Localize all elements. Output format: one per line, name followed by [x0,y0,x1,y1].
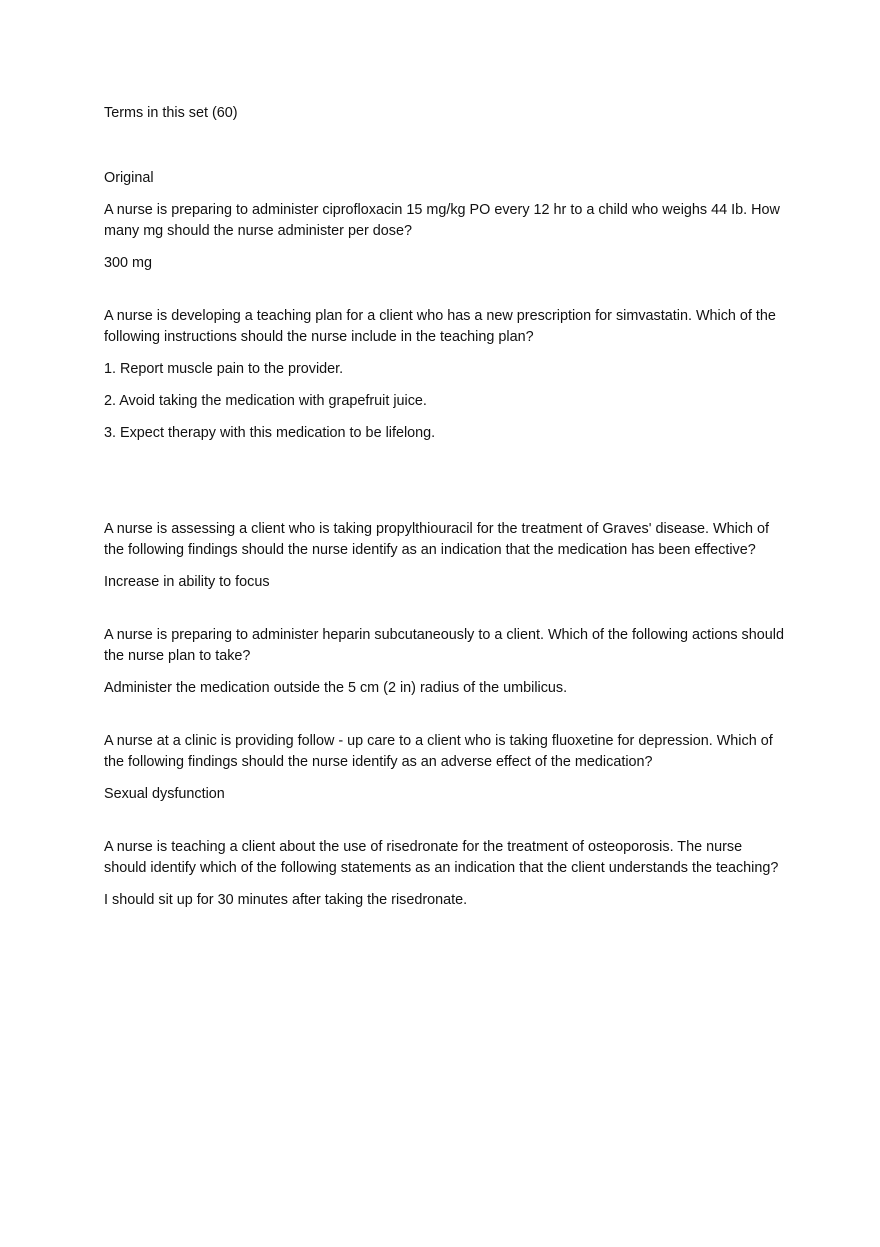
qa-item-6 [104,837,784,911]
answer-text: I should sit up for 30 minutes after taking the risedronate. [104,892,468,908]
qa-item-4 [104,625,784,699]
terms-heading: Terms in this set (60) [104,105,238,121]
document-content [104,103,784,911]
answer-text: Administer the medication outside the 5 cm (2 in) radius of the umbilicus. [104,680,568,696]
qa-item-3 [104,519,784,593]
section-label: Original [104,170,154,186]
answer-text: 1. Report muscle pain to the provider. [104,361,344,377]
answer-text: 2. Avoid taking the medication with grapefruit juice. [104,393,427,409]
qa-item-2 [104,306,784,444]
answer-text: 3. Expect therapy with this medication to be lifelong. [104,425,436,441]
answer-text: 300 mg [104,255,152,271]
answer-text: Sexual dysfunction [104,786,225,802]
answer-text: Increase in ability to focus [104,574,270,590]
question-text: A nurse is preparing to administer ciprofloxacin 15 mg/kg PO every 12 hr to a child who weighs 44 Ib. How many mg should the nurse administer per dose? [104,202,780,239]
question-text: A nurse is teaching a client about the use of risedronate for the treatment of osteoporosis. The nurse should identify which of the following statements as an indication that the client understands the teaching? [104,839,779,876]
question-text: A nurse is developing a teaching plan for a client who has a new prescription for simvastatin. Which of the following instructions should the nurse include in the teaching plan? [104,308,776,345]
qa-item-1 [104,200,784,274]
qa-item-5 [104,731,784,805]
question-text: A nurse is preparing to administer heparin subcutaneously to a client. Which of the following actions should the nurse plan to take? [104,627,784,664]
question-text: A nurse at a clinic is providing follow - up care to a client who is taking fluoxetine for depression. Which of the following findings should the nurse identify as an adverse effect of the medication? [104,733,773,770]
question-text: A nurse is assessing a client who is taking propylthiouracil for the treatment of Graves' disease. Which of the following findings should the nurse identify as an indication that the medication has been effective? [104,521,770,558]
